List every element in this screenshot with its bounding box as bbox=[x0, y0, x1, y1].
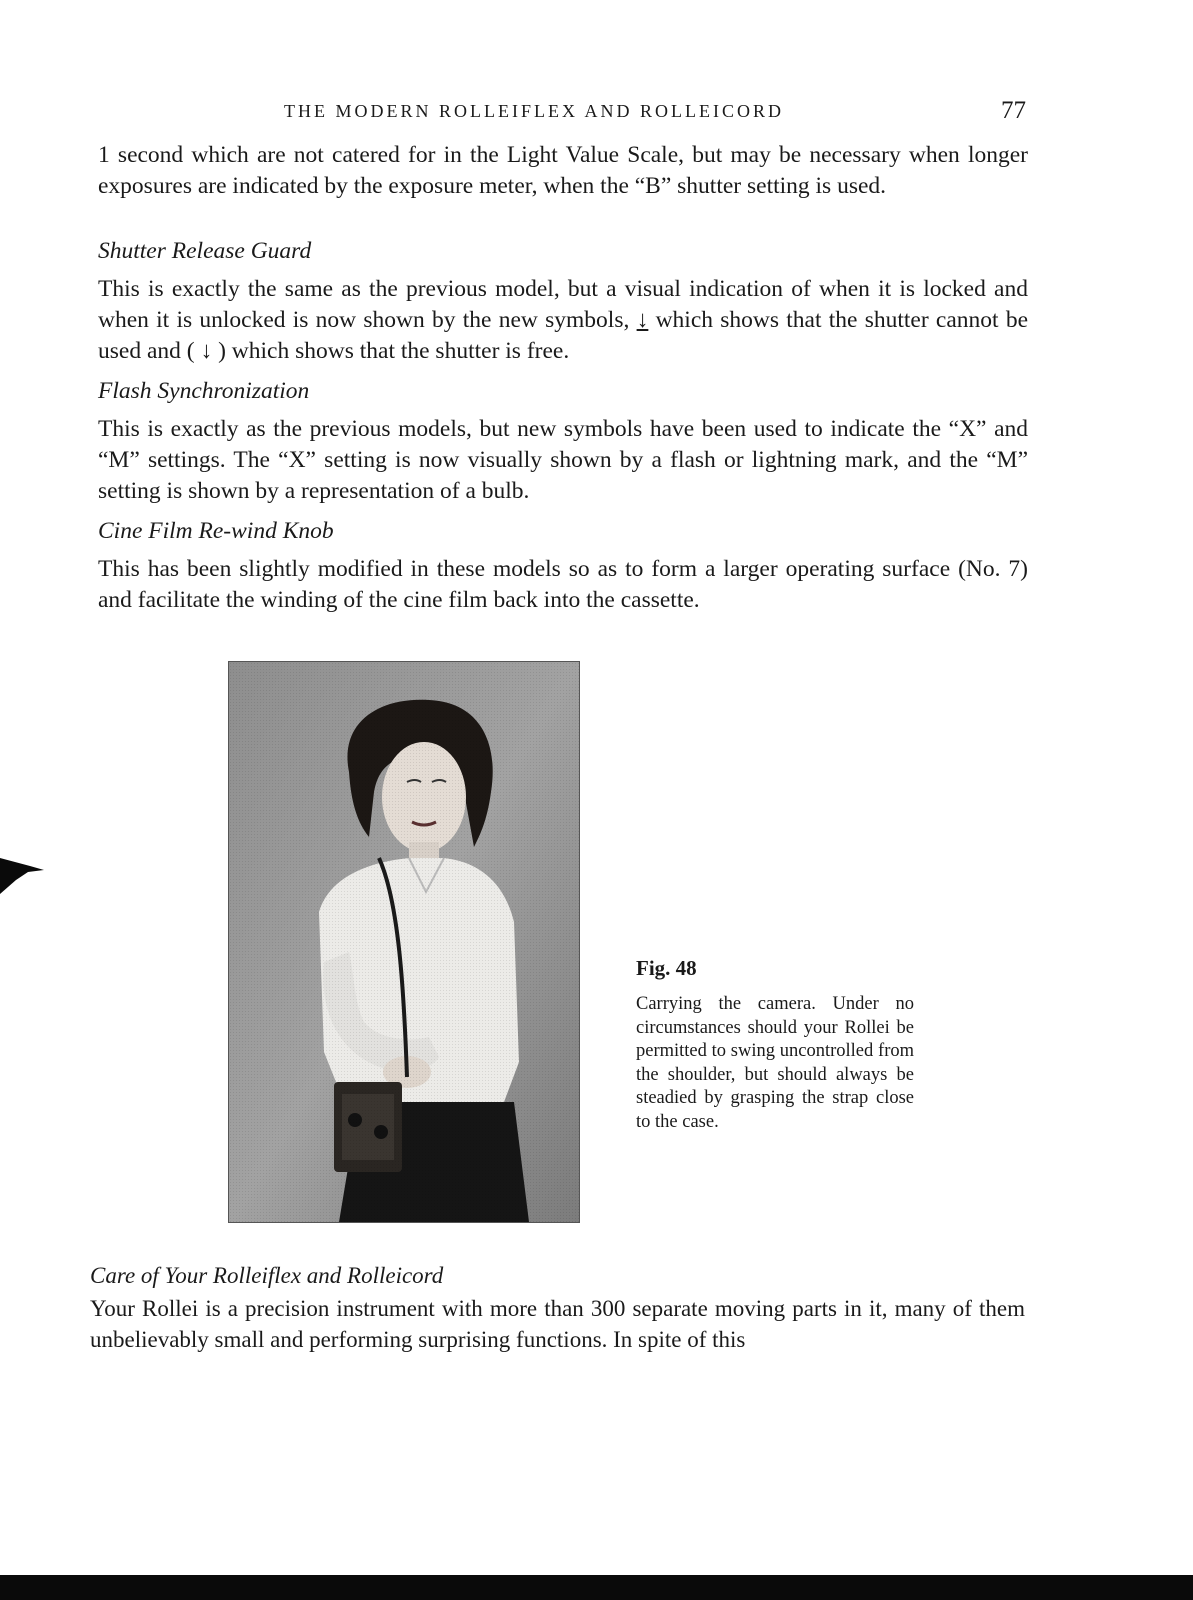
flash-section bbox=[98, 376, 1028, 507]
shutter-guard-text-middle: which shows that the shutter cannot be used and ( bbox=[98, 307, 1028, 364]
page-edge-mark bbox=[0, 858, 44, 894]
page-number: 77 bbox=[1001, 97, 1026, 124]
figure-caption-text: Carrying the camera. Under no circumstances should your Rollei be permitted to swing uncontrolled from the shoulder, but should always be steadied by grasping the strap close to the case. bbox=[636, 994, 914, 1132]
care-paragraph: Your Rollei is a precision instrument with more than 300 separate moving parts in it, many of them unbelievably small and performing surprising functions. In spite of this bbox=[90, 1296, 1025, 1352]
intro-paragraph: 1 second which are not catered for in the Light Value Scale, but may be necessary when longer exposures are indicated by the exposure meter, when the “B” shutter setting is used. bbox=[98, 142, 1028, 199]
flash-paragraph: This is exactly as the previous models, but new symbols have been used to indicate the “X” and “M” settings. The “X” setting is now visually shown by a flash or lightning mark, and the “M” setting is shown by a representation of a bulb. bbox=[98, 416, 1028, 504]
figure-label: Fig. 48 bbox=[636, 956, 697, 980]
flash-heading: Flash Synchronization bbox=[98, 378, 310, 404]
page-header bbox=[98, 97, 1028, 127]
cine-heading: Cine Film Re-wind Knob bbox=[98, 518, 334, 544]
woman-with-camera-illustration bbox=[229, 662, 579, 1222]
locked-symbol-icon: ↓ bbox=[636, 307, 649, 333]
shutter-guard-text-after: ) which shows that the shutter is free. bbox=[212, 338, 570, 364]
figure-caption bbox=[636, 956, 914, 1134]
figure-photo bbox=[228, 661, 580, 1223]
shutter-guard-paragraph bbox=[98, 274, 1028, 367]
page-bottom-edge bbox=[0, 1575, 1193, 1600]
free-symbol-icon: ↓ bbox=[200, 338, 213, 364]
shutter-guard-section bbox=[98, 236, 1028, 367]
shutter-guard-heading: Shutter Release Guard bbox=[98, 238, 312, 264]
cine-paragraph: This has been slightly modified in these models so as to form a larger operating surface (No. 7) and facilitate the winding of the cine film back into the cassette. bbox=[98, 556, 1028, 613]
shutter-guard-text-before: This is exactly the same as the previous model, but a visual indication of when it is locked and when it is unlocked is now shown by the new symbols, bbox=[98, 276, 1028, 333]
care-heading: Care of Your Rolleiflex and Rolleicord bbox=[90, 1263, 444, 1288]
cine-section bbox=[98, 516, 1028, 616]
care-section bbox=[90, 1259, 1025, 1355]
intro-section bbox=[98, 140, 1028, 202]
running-head: THE MODERN ROLLEIFLEX AND ROLLEICORD bbox=[284, 101, 784, 121]
